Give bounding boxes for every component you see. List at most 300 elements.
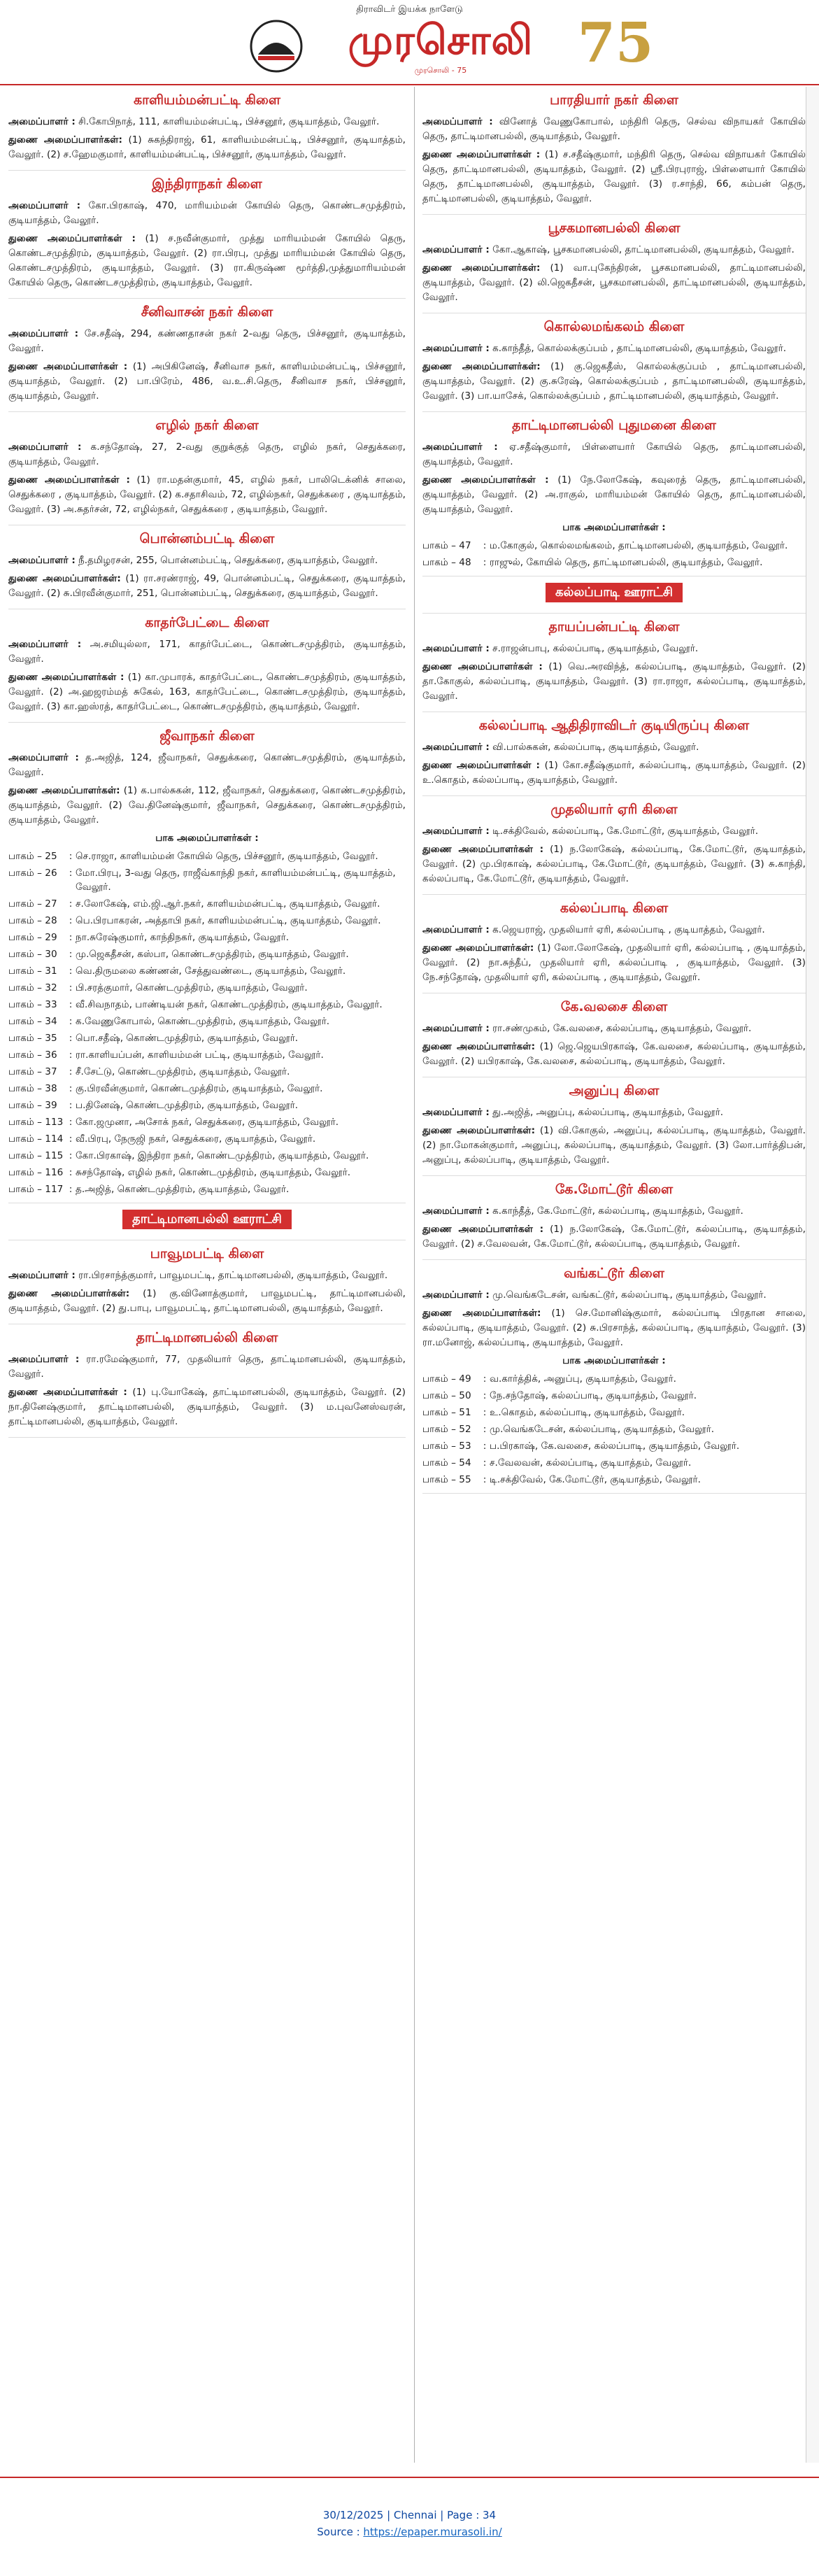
member-details: (1) வா.புகேந்திரன், பூசகமானபல்லி, தாட்டிமானபல்லி, குடியாத்தம், வேலூர். (2) லி.ஜெகதீசன், பூசகமானபல்லி, தாட்டிமானபல்லி, குடியாத்தம், வேலூர். (422, 262, 806, 303)
role-label: அமைப்பாளர் : (422, 116, 493, 127)
branch-title: கே.வலசை கிளை (560, 999, 668, 1014)
member-details: ஏ.சதீஷ்குமார், பிள்ளையார் கோயில் தெரு, தாட்டிமானபல்லி, குடியாத்தம், வேலூர். (422, 441, 806, 467)
masthead-tagline: திராவிடர் இயக்க நாளேடு (356, 4, 463, 15)
table-row (8, 865, 406, 896)
branch-title: இந்திராநகர் கிளை (152, 176, 262, 192)
booth-number: பாகம் – 27 (8, 898, 57, 910)
member-details: (1) ச.சதீஷ்குமார், மந்திரி தெரு, செல்வ விநாயகர் கோயில் தெரு, தாட்டிமானபல்லி, குடியாத்தம், வேலூர். (2) ஸ்ரீ.பிரபுராஜ், பிள்ளையார் கோயில் தெரு, தாட்டிமானபல்லி, குடியாத்தம், வேலூர். (3) ர.சாந்தி, 66, கம்பன் தெரு, தாட்டிமானபல்லி, குடியாத்தம், வேலூர். (422, 149, 806, 204)
member-entry (8, 553, 406, 568)
booth-organiser-details: வெ.திருமலை கண்ணன், சேத்துவண்டை, குடியாத்தம், வேலூர். (76, 965, 346, 977)
member-entry (422, 758, 806, 788)
booth-number: பாகம் – 37 (8, 1066, 57, 1077)
footer-source-label: Source : (317, 2526, 364, 2538)
branch-title: பாரதியார் நகர் கிளை (550, 92, 678, 108)
table-row (8, 1148, 406, 1165)
member-details: (1) ஜெ.ஜெயபிரகாஷ், கே.வலசை, கல்லப்பாடி, குடியாத்தம், வேலூர். (2) யபிரகாஷ், கே.வலசை, கல்லப்பாடி, குடியாத்தம், வேலூர். (422, 1041, 806, 1067)
table-row (8, 1064, 406, 1081)
role-label: துணை அமைப்பாளர்கள் : (422, 661, 543, 672)
member-details: (1) கா.முபாரக், காதர்பேட்டை, கொண்டசமுத்திரம், குடியாத்தம், வேலூர். (2) அ.ஹஜரம்மத் சுகேல், 163, காதர்பேட்டை, கொண்டசமுத்திரம், குடியாத்தம், வேலூர். (3) கா.ஹஸ்ரத், காதர்பேட்டை, கொண்டசமுத்திரம், குடியாத்தம், வேலூர். (8, 672, 406, 712)
branch-section (422, 1264, 806, 1494)
separator: : (69, 932, 73, 943)
booth-organiser-details: ம.கோகுல், கொல்லமங்கலம், தாட்டிமானபல்லி, குடியாத்தம், வேலூர். (490, 540, 788, 551)
table-row (422, 538, 806, 555)
branch-section (8, 91, 406, 171)
role-label: அமைப்பாளர் : (422, 826, 490, 837)
role-label: அமைப்பாளர் : (8, 1354, 80, 1365)
branch-title: முதலியார் ஏரி கிளை (550, 802, 678, 817)
branch-title: பாவூமபட்டி கிளை (150, 1246, 264, 1261)
member-entry (422, 1288, 806, 1303)
booth-organiser-details: மோ.பிரபு, 3-வது தெரு, ராஜீவ்காந்தி நகர், காளியம்மன்பட்டி, குடியாத்தம், வேலூர். (76, 868, 396, 893)
branch-section (422, 1180, 806, 1260)
booth-organisers-heading: பாக அமைப்பாளர்கள் : (562, 522, 666, 533)
role-label: அமைப்பாளர் : (8, 328, 79, 339)
member-details: வி.பால்சுகன், கல்லப்பாடி, குடியாத்தம், வேலூர். (489, 742, 699, 753)
member-details: (1) கு.ஜெகதீஸ், கொல்லக்குப்பம் , தாட்டிமானபல்லி, குடியாத்தம், வேலூர். (2) கு.சுரேஷ், கொல்லக்குப்பம் , தாட்டிமானபல்லி, குடியாத்தம், வேலூர். (3) பா.யாசேக், கொல்லக்குப்பம் , தாட்டிமானபல்லி, குடியாத்தம், வேலூர். (422, 361, 806, 402)
column-left (8, 87, 406, 2463)
branch-title: தாயப்பன்பட்டி கிளை (548, 619, 680, 635)
member-details: (1) பு.யோகேஷ், தாட்டிமானபல்லி, குடியாத்தம், வேலூர். (2) நா.தினேஷ்குமார், தாட்டிமானபல்லி, குடியாத்தம், வேலூர். (3) ம.புவனேஸ்வரன், தாட்டிமானபல்லி, குடியாத்தம், வேலூர். (8, 1387, 406, 1427)
booth-number: பாகம் – 32 (8, 982, 57, 993)
member-details: நீ.தமிழரசன், 255, பொன்னம்பட்டி, செதுக்கரை, குடியாத்தம், வேலூர். (75, 555, 378, 566)
booth-organiser-details: வீ.பிரபு, நேருஜி நகர், செதுக்கரை, குடியாத்தம், வேலூர். (76, 1133, 316, 1145)
booth-number: பாகம் – 29 (8, 932, 57, 943)
separator: : (69, 1033, 73, 1044)
role-label: அமைப்பாளர் : (422, 1205, 490, 1217)
role-label: துணை அமைப்பாளர்கள் : (8, 672, 124, 683)
member-entry (422, 1021, 806, 1036)
table-row (8, 1131, 406, 1148)
separator: : (483, 1457, 487, 1469)
booth-organiser-details: வீ.சிவநாதம், பாண்டியன் நகர், கொண்டமுத்திரம், குடியாத்தம், வேலூர். (76, 999, 383, 1010)
member-entry (8, 1268, 406, 1283)
booth-organiser-details: கு.பிரவீன்குமார், கொண்டமுத்திரம், குடியாத்தம், வேலூர். (76, 1083, 323, 1094)
member-details: (1) ந.லோகேஷ், கல்லப்பாடி, கே.மோட்டூர், குடியாத்தம், வேலூர். (2) மு.பிரகாஷ், கல்லப்பாடி, கே.மோட்டூர், குடியாத்தம், வேலூர். (3) சு.காந்தி, கல்லப்பாடி, கே.மோட்டூர், குடியாத்தம், வேலூர். (422, 844, 806, 884)
masthead-title: முரசொலி (348, 16, 534, 64)
separator: : (69, 851, 73, 862)
role-label: துணை அமைப்பாளர்கள்: (422, 1125, 536, 1136)
role-label: அமைப்பாளர் : (8, 752, 79, 763)
booth-organiser-details: சீ.சேட்டு, கொண்டமுத்திரம், குடியாத்தம், வேலூர். (76, 1066, 290, 1077)
booth-organiser-details: கோ.பிரகாஷ், இந்திரா நகர், கொண்டமுத்திரம், குடியாத்தம், வேலூர். (76, 1150, 369, 1161)
separator: : (69, 1016, 73, 1027)
member-details: (1) லோ.லோகேஷ், முதலியார் ஏரி, கல்லப்பாடி , குடியாத்தம், வேலூர். (2) நா.சுந்தீப், முதலியார் ஏரி, கல்லப்பாடி , குடியாத்தம், வேலூர். (3) நே.சந்தோஷ், முதலியார் ஏரி, கல்லப்பாடி , குடியாத்தம், வேலூர். (422, 942, 806, 983)
booth-number: பாகம் – 47 (422, 540, 471, 551)
branch-section (8, 175, 406, 299)
branch-title: கல்லப்பாடி ஆதிதிராவிடர் குடியிருப்பு கிளை (478, 718, 750, 733)
separator: : (483, 1407, 487, 1418)
role-label: அமைப்பாளர் : (422, 343, 490, 354)
branch-title: பொன்னம்பட்டி கிளை (139, 531, 275, 546)
branch-section (422, 318, 806, 412)
booth-number: பாகம் – 116 (8, 1167, 64, 1178)
separator: : (69, 1167, 73, 1178)
table-row (8, 896, 406, 913)
role-label: துணை அமைப்பாளர்கள்: (422, 942, 534, 954)
member-entry (422, 1040, 806, 1069)
booth-organiser-details: ச.லோகேஷ், எம்.ஜி.ஆர்.நகர், காளியம்மன்பட்டி, குடியாத்தம், வேலூர். (76, 898, 380, 910)
branch-section (8, 1210, 406, 1240)
booth-number: பாகம் – 54 (422, 1457, 471, 1469)
booth-number: பாகம் – 49 (422, 1373, 471, 1385)
member-entry (8, 115, 406, 129)
table-row (8, 1081, 406, 1098)
anniversary-number: 75 (577, 11, 654, 75)
table-row (8, 947, 406, 963)
branch-section (8, 416, 406, 525)
member-details: சி.கோபிநாத், 111, காளியம்மன்பட்டி, பிச்சனூர், குடியாத்தம், வேலூர். (75, 116, 380, 127)
anniversary-75-emblem (574, 10, 657, 77)
branch-section (422, 716, 806, 796)
separator: : (69, 1184, 73, 1195)
member-entry (422, 941, 806, 985)
table-row (422, 1371, 806, 1388)
member-details: (1) வி.கோகுல், அனுப்பு, கல்லப்பாடி, குடியாத்தம், வேலூர். (2) நா.மோகன்குமார், அனுப்பு, கல்லப்பாடி, குடியாத்தம், வேலூர். (3) லோ.பார்த்திபன், அனுப்பு, கல்லப்பாடி, குடியாத்தம், வேலூர். (422, 1125, 806, 1166)
member-entry (8, 1287, 406, 1316)
booth-organiser-details: சுசந்தோஷ், எழில் நகர், கொண்டமுத்திரம், குடியாத்தம், வேலூர். (76, 1167, 351, 1178)
role-label: துணை அமைப்பாளர்கள் : (8, 474, 130, 486)
member-details: (1) க.பால்சுகன், 112, ஜீவாநகர், செதுக்கரை, கொண்டசமுத்திரம், குடியாத்தம், வேலூர். (2) வே.தினேஷ்குமார், ஜீவாநகர், செதுக்கரை, கொண்டசமுத்திரம், குடியாத்தம், வேலூர். (8, 785, 406, 826)
member-details: (1) வெ.அரவிந்த், கல்லப்பாடி, குடியாத்தம், வேலூர். (2) தா.கோகுல், கல்லப்பாடி, குடியாத்தம், வேலூர். (3) ரா.ராஜா, கல்லப்பாடி, குடியாத்தம், வேலூர். (422, 661, 806, 702)
member-entry (8, 360, 406, 404)
branch-section (422, 899, 806, 993)
branch-section (422, 1082, 806, 1176)
role-label: அமைப்பாளர் : (8, 639, 82, 650)
column-right (422, 87, 806, 2463)
member-entry (422, 148, 806, 206)
role-label: துணை அமைப்பாளர்கள் : (422, 1224, 543, 1235)
member-entry (422, 341, 806, 356)
member-details: (1) செ.மோனிஷ்குமார், கல்லப்பாடி பிரதான சாலை, கல்லப்பாடி, குடியாத்தம், வேலூர். (2) சு.பிரசாந்த், கல்லப்பாடி, குடியாத்தம், வேலூர். (3) ரா.மனோஜ், கல்லப்பாடி, குடியாத்தம், வேலூர். (422, 1308, 806, 1348)
member-entry (422, 1204, 806, 1219)
member-entry (422, 440, 806, 469)
role-label: துணை அமைப்பாளர்கள் : (422, 760, 540, 771)
masthead-subtitle: முரசொலி - 75 (414, 66, 467, 75)
booth-organiser-details: பொ.சதீஷ், கொண்டமுத்திரம், குடியாத்தம், வேலூர். (76, 1033, 299, 1044)
booth-organiser-details: உ.கொதம், கல்லப்பாடி, குடியாத்தம், வேலூர். (490, 1407, 685, 1418)
booth-organiser-details: ச.வேலவன், கல்லப்பாடி, குடியாத்தம், வேலூர். (490, 1457, 692, 1469)
branch-title: தாட்டிமானபல்லி கிளை (136, 1330, 278, 1345)
member-entry (8, 784, 406, 828)
member-details: (1) சுகந்திராஜ், 61, காளியம்மன்பட்டி, பிச்சனூர், குடியாத்தம், வேலூர். (2) ச.ஹேமகுமார், காளியம்மன்பட்டி, பிச்சனூர், குடியாத்தம், வேலூர். (8, 134, 406, 160)
member-details: ரா.பிரசாந்த்குமார், பாவூமபட்டி, தாட்டிமானபல்லி, குடியாத்தம், வேலூர். (75, 1270, 388, 1281)
booth-number: பாகம் – 117 (8, 1184, 64, 1195)
role-label: அமைப்பாளர் : (422, 441, 498, 453)
table-row (8, 1098, 406, 1114)
role-label: துணை அமைப்பாளர்கள் : (422, 844, 543, 855)
separator: : (69, 1066, 73, 1077)
member-entry (8, 572, 406, 601)
separator: : (483, 1441, 487, 1452)
table-row (8, 1047, 406, 1064)
branch-title: ஜீவாநகர் கிளை (159, 728, 255, 744)
separator: : (69, 949, 73, 960)
member-details: க.காந்தீத், கொல்லக்குப்பம் , தாட்டிமானபல்லி, குடியாத்தம், வேலூர். (489, 343, 787, 354)
role-label: துணை அமைப்பாளர்கள்: (422, 1041, 536, 1052)
booth-number: பாகம் – 35 (8, 1033, 57, 1044)
branch-section (8, 303, 406, 412)
booth-organiser-details: ப.பிரகாஷ், கே.வலசை, கல்லப்பாடி, குடியாத்தம், வேலூர். (490, 1441, 740, 1452)
member-entry (422, 115, 806, 144)
member-details: (1) ந.லோகேஷ், கே.மோட்டூர், கல்லப்பாடி, குடியாத்தம், வேலூர். (2) ச.வேலவன், கே.மோட்டூர், கல்லப்பாடி, குடியாத்தம், வேலூர். (422, 1224, 806, 1250)
role-label: அமைப்பாளர் : (8, 555, 76, 566)
booth-organiser-details: பெ.பிரபாகரன், அத்தாபி நகர், காளியம்மன்பட்டி, குடியாத்தம், வேலூர். (76, 915, 381, 926)
member-details: (1) ரா.சரண்ராஜ், 49, பொன்னம்பட்டி, செதுக்கரை, குடியாத்தம், வேலூர். (2) சு.பிரவீன்குமார், 251, பொன்னம்பட்டி, செதுக்கரை, குடியாத்தம், வேலூர். (8, 573, 406, 599)
member-entry (8, 637, 406, 667)
table-row (422, 1388, 806, 1405)
role-label: அமைப்பாளர் : (422, 1107, 490, 1118)
role-label: துணை அமைப்பாளர்கள் : (422, 474, 549, 486)
member-details: கோ.ஆகாஷ், பூசகமானபல்லி, தாட்டிமானபல்லி, குடியாத்தம், வேலூர். (489, 244, 795, 255)
branch-section (8, 1245, 406, 1324)
member-details: டி.சக்திவேல், கல்லப்பாடி, கே.மோட்டூர், குடியாத்தம், வேலூர். (489, 826, 759, 837)
table-row (422, 1422, 806, 1438)
role-label: அமைப்பாளர் : (422, 924, 490, 935)
separator: : (483, 1373, 487, 1385)
column-divider (414, 87, 415, 2463)
booth-organiser-details: மு.வெங்கடேசன், கல்லப்பாடி, குடியாத்தம், வேலூர். (490, 1424, 715, 1435)
member-entry (422, 1306, 806, 1350)
role-label: துணை அமைப்பாளர்கள் : (8, 361, 128, 372)
role-label: அமைப்பாளர் : (8, 1270, 76, 1281)
branch-title: அனுப்பு கிளை (569, 1083, 660, 1098)
separator: : (69, 1133, 73, 1145)
booth-number: பாகம் – 38 (8, 1083, 57, 1094)
booth-organiser-details: ப.தினேஷ், கொண்டமுத்திரம், குடியாத்தம், வேலூர். (76, 1100, 299, 1111)
role-label: துணை அமைப்பாளர்கள்: (422, 262, 541, 274)
separator: : (483, 1424, 487, 1435)
member-entry (422, 1124, 806, 1168)
member-entry (422, 1222, 806, 1252)
member-details: (1) அபிகினேஷ், சீனிவாச நகர், காளியம்மன்பட்டி, பிச்சனூர், குடியாத்தம், வேலூர். (2) பா.பிரேம், 486, வ.உ.சி.தெரு, சீனிவாச நகர், பிச்சனூர், குடியாத்தம், வேலூர். (8, 361, 406, 402)
branch-title: கல்லப்பாடி கிளை (560, 900, 669, 916)
member-entry (422, 842, 806, 886)
booth-organiser-details: நே.சந்தோஷ், கல்லப்பாடி, குடியாத்தம், வேலூர். (490, 1390, 697, 1401)
branch-title: பூசகமானபல்லி கிளை (548, 220, 681, 236)
member-entry (422, 473, 806, 517)
table-row (8, 849, 406, 865)
branch-section (422, 800, 806, 895)
booth-number: பாகம் – 114 (8, 1133, 64, 1145)
panchayat-heading: கல்லப்பாடி ஊராட்சி (546, 583, 683, 602)
member-entry (422, 360, 806, 404)
member-entry (8, 133, 406, 162)
member-entry (422, 740, 806, 755)
branch-title: காதர்பேட்டை கிளை (145, 615, 269, 630)
booth-number: பாகம் – 34 (8, 1016, 57, 1027)
member-entry (8, 751, 406, 780)
member-entry (422, 824, 806, 839)
role-label: அமைப்பாளர் : (422, 244, 490, 255)
booth-organiser-details: செ.ராஜா, காளியம்மன் கோயில் தெரு, பிச்சனூர், குடியாத்தம், வேலூர். (76, 851, 378, 862)
booth-organiser-details: ரா.காளியப்பன், காளியம்மன் பட்டி, குடியாத்தம், வேலூர். (76, 1049, 324, 1061)
role-label: அமைப்பாளர் : (8, 200, 80, 211)
footer-source-link[interactable]: https://epaper.murasoli.in/ (363, 2526, 502, 2538)
booth-number: பாகம் – 26 (8, 868, 57, 879)
separator: : (69, 915, 73, 926)
branch-section (422, 583, 806, 614)
booth-number: பாகம் – 55 (422, 1474, 471, 1485)
branch-title: சீனிவாசன் நகர் கிளை (141, 304, 273, 320)
member-details: அ.சமியுல்லா, 171, காதர்பேட்டை, கொண்டசமுத்திரம், குடியாத்தம், வேலூர். (8, 639, 406, 665)
table-row (422, 555, 806, 572)
booth-number: பாகம் – 48 (422, 557, 471, 568)
role-label: துணை அமைப்பாளர்கள் : (8, 1387, 127, 1398)
branch-section (8, 1329, 406, 1438)
member-details: (1) ரா.மதன்குமார், 45, எழில் நகர், பாலிடெக்னிக் சாலை, செதுக்கரை , குடியாத்தம், வேலூர். (2) க.சதாசிவம், 72, எழில்நகர், செதுக்கரை , குடியாத்தம், வேலூர். (3) அ.சுதர்சன், 72, எழில்நகர், செதுக்கரை , குடியாத்தம், வேலூர். (8, 474, 406, 515)
member-entry (422, 261, 806, 305)
branch-section (422, 91, 806, 215)
member-entry (8, 327, 406, 356)
member-details: ரா.சண்முகம், கே.வலசை, கல்லப்பாடி, குடியாத்தம், வேலூர். (489, 1023, 752, 1034)
separator: : (69, 1083, 73, 1094)
separator: : (483, 557, 487, 568)
table-row (8, 963, 406, 980)
table-row (8, 913, 406, 930)
branch-title: தாட்டிமானபல்லி புதுமனை கிளை (512, 418, 716, 433)
member-entry (8, 1385, 406, 1429)
member-entry (8, 473, 406, 517)
branch-title: கே.மோட்டூர் கிளை (555, 1182, 674, 1197)
table-row (422, 1438, 806, 1455)
separator: : (483, 1390, 487, 1401)
booth-number: பாகம் – 30 (8, 949, 57, 960)
branch-section (422, 998, 806, 1077)
table-row (8, 1182, 406, 1198)
page-footer (0, 2477, 819, 2576)
member-entry (8, 1352, 406, 1382)
member-details: சே.சதீஷ், 294, கண்ணதாசன் நகர் 2-வது தெரு, பிச்சனூர், குடியாத்தம், வேலூர். (8, 328, 406, 354)
table-row (8, 930, 406, 947)
role-label: துணை அமைப்பாளர்கள்: (8, 1288, 130, 1299)
member-details: (1) கு.வினோத்குமார், பாவூமபட்டி, தாட்டிமானபல்லி, குடியாத்தம், வேலூர். (2) து.பாபு, பாவூமபட்டி, தாட்டிமானபல்லி, குடியாத்தம், வேலூர். (8, 1288, 406, 1314)
branch-section (422, 416, 806, 576)
branch-title: எழில் நகர் கிளை (155, 418, 259, 433)
member-entry (8, 440, 406, 469)
booth-number: பாகம் – 50 (422, 1390, 471, 1401)
role-label: துணை அமைப்பாளர்கள் : (422, 149, 541, 160)
table-row (8, 1165, 406, 1182)
separator: : (69, 982, 73, 993)
booth-organiser-details: கோ.ஜமுனா, அசோக் நகர், செதுக்கரை, குடியாத்தம், வேலூர். (76, 1117, 339, 1128)
role-label: துணை அமைப்பாளர்கள்: (8, 785, 120, 796)
booth-organiser-details: க.வேணுகோபால், கொண்டமுத்திரம், குடியாத்தம், வேலூர். (76, 1016, 330, 1027)
booth-organisers-table (8, 849, 406, 1198)
member-entry (8, 232, 406, 290)
booth-number: பாகம் – 25 (8, 851, 57, 862)
separator: : (69, 1150, 73, 1161)
table-row (8, 1114, 406, 1131)
branch-title: வங்கட்டூர் கிளை (564, 1266, 664, 1281)
table-row (8, 980, 406, 997)
separator: : (69, 1100, 73, 1111)
branch-section (8, 614, 406, 723)
booth-number: பாகம் – 51 (422, 1407, 471, 1418)
branch-title: காளியம்மன்பட்டி கிளை (133, 92, 281, 108)
separator: : (69, 999, 73, 1010)
member-details: ச.ராஜன்பாபு, கல்லப்பாடி, குடியாத்தம், வேலூர். (489, 643, 699, 654)
branch-section (8, 727, 406, 1203)
member-details: து.அஜித், அனுப்பு, கல்லப்பாடி, குடியாத்தம், வேலூர். (489, 1107, 724, 1118)
role-label: அமைப்பாளர் : (422, 1289, 490, 1301)
table-row (8, 997, 406, 1014)
booth-number: பாகம் – 36 (8, 1049, 57, 1061)
member-details: க.ஜெயராஜ், முதலியார் ஏரி, கல்லப்பாடி , குடியாத்தம், வேலூர். (489, 924, 765, 935)
booth-organiser-details: நா.சுரேஷ்குமார், காந்திநகர், குடியாத்தம், வேலூர். (76, 932, 290, 943)
table-row (8, 1014, 406, 1031)
role-label: துணை அமைப்பாளர்கள் : (8, 233, 136, 244)
booth-organiser-details: த.அஜித், கொண்டமுத்திரம், குடியாத்தம், வேலூர். (76, 1184, 290, 1195)
member-entry (8, 670, 406, 714)
booth-organiser-details: டி.சக்திவேல், கே.மோட்டூர், குடியாத்தம், வேலூர். (490, 1474, 701, 1485)
member-details: மு.வெங்கடேசன், வங்கட்டூர், கல்லப்பாடி, குடியாத்தம், வேலூர். (489, 1289, 767, 1301)
booth-number: பாகம் – 53 (422, 1441, 471, 1452)
page-body (0, 87, 819, 2463)
separator: : (69, 1117, 73, 1128)
booth-organisers-table (422, 538, 806, 572)
table-row (422, 1405, 806, 1422)
separator: : (69, 965, 73, 977)
booth-number: பாகம் – 31 (8, 965, 57, 977)
role-label: துணை அமைப்பாளர்கள்: (422, 1308, 541, 1319)
separator: : (483, 1474, 487, 1485)
role-label: அமைப்பாளர் : (422, 643, 490, 654)
booth-organiser-details: மு.ஜெகதீசன், கஸ்பா, கொண்டசமுத்திரம், குடியாத்தம், வேலூர். (76, 949, 349, 960)
member-details: (1) நே.லோகேஷ், கவுரைத் தெரு, தாட்டிமானபல்லி, குடியாத்தம், வேலூர். (2) அ.ராகுல், மாரியம்மன் கோயில் தெரு, தாட்டிமானபல்லி, குடியாத்தம், வேலூர். (422, 474, 806, 515)
booth-organisers-heading: பாக அமைப்பாளர்கள் : (155, 833, 259, 844)
booth-organisers-table (422, 1371, 806, 1489)
member-entry (8, 199, 406, 228)
booth-organiser-details: பி.சரத்குமார், கொண்டமுத்திரம், குடியாத்தம், வேலூர். (76, 982, 308, 993)
branch-title: கொல்லமங்கலம் கிளை (543, 319, 685, 334)
member-entry (422, 642, 806, 656)
booth-number: பாகம் – 28 (8, 915, 57, 926)
member-details: (1) கோ.சதீஷ்குமார், கல்லப்பாடி, குடியாத்தம், வேலூர். (2) உ.கொதம், கல்லப்பாடி, குடியாத்தம், வேலூர். (422, 760, 806, 786)
member-details: க.சந்தோஷ், 27, 2-வது குறுக்குத் தெரு, எழில் நகர், செதுக்கரை, குடியாத்தம், வேலூர். (8, 441, 406, 467)
role-label: அமைப்பாளர் : (8, 116, 76, 127)
role-label: அமைப்பாளர் : (8, 441, 82, 453)
member-entry (422, 923, 806, 937)
role-label: அமைப்பாளர் : (422, 742, 490, 753)
member-entry (422, 1105, 806, 1120)
role-label: துணை அமைப்பாளர்கள்: (8, 134, 122, 146)
table-row (422, 1472, 806, 1489)
booth-number: பாகம் – 33 (8, 999, 57, 1010)
masthead (0, 0, 819, 85)
role-label: அமைப்பாளர் : (422, 1023, 490, 1034)
booth-organisers-heading: பாக அமைப்பாளர்கள் : (562, 1355, 666, 1366)
role-label: துணை அமைப்பாளர்கள்: (8, 573, 121, 584)
member-details: (1) ச.நவீன்குமார், முத்து மாரியம்மன் கோயில் தெரு, கொண்டசமுத்திரம், குடியாத்தம், வேலூர். (2) ரா.பிரபு, முத்து மாரியம்மன் கோயில் தெரு, கொண்டசமுத்திரம், குடியாத்தம், வேலூர். (3) ரா.கிருஷ்ண மூர்த்தி,முத்துமாரியம்மன் கோயில் தெரு, கொண்டசமுத்திரம், குடியாத்தம், வேலூர். (8, 233, 406, 288)
booth-number: பாகம் – 52 (422, 1424, 471, 1435)
booth-number: பாகம் – 115 (8, 1150, 64, 1161)
booth-number: பாகம் – 113 (8, 1117, 64, 1128)
member-entry (422, 660, 806, 704)
booth-organiser-details: வ.கார்த்திக், அனுப்பு, குடியாத்தம், வேலூர். (490, 1373, 676, 1385)
branch-section (422, 219, 806, 313)
panchayat-heading: தாட்டிமானபல்லி ஊராட்சி (122, 1210, 292, 1229)
branch-section (422, 618, 806, 712)
separator: : (483, 540, 487, 551)
separator: : (69, 898, 73, 910)
footer-source (0, 2526, 819, 2538)
adjacent-page-edge (806, 87, 819, 2463)
member-details: க.காந்தீத், கே.மோட்டூர், கல்லப்பாடி, குடியாத்தம், வேலூர். (489, 1205, 743, 1217)
separator: : (69, 1049, 73, 1061)
booth-organiser-details: ராஜுல், கோயில் தெரு, தாட்டிமானபல்லி, குடியாத்தம், வேலூர். (490, 557, 763, 568)
member-details: வினோத் வேணுகோபால், மந்திரி தெரு, செல்வ விநாயகர் கோயில் தெரு, தாட்டிமானபல்லி, குடியாத்தம், வேலூர். (422, 116, 806, 142)
footer-dateline: 30/12/2025 | Chennai | Page : 34 (322, 2509, 497, 2521)
